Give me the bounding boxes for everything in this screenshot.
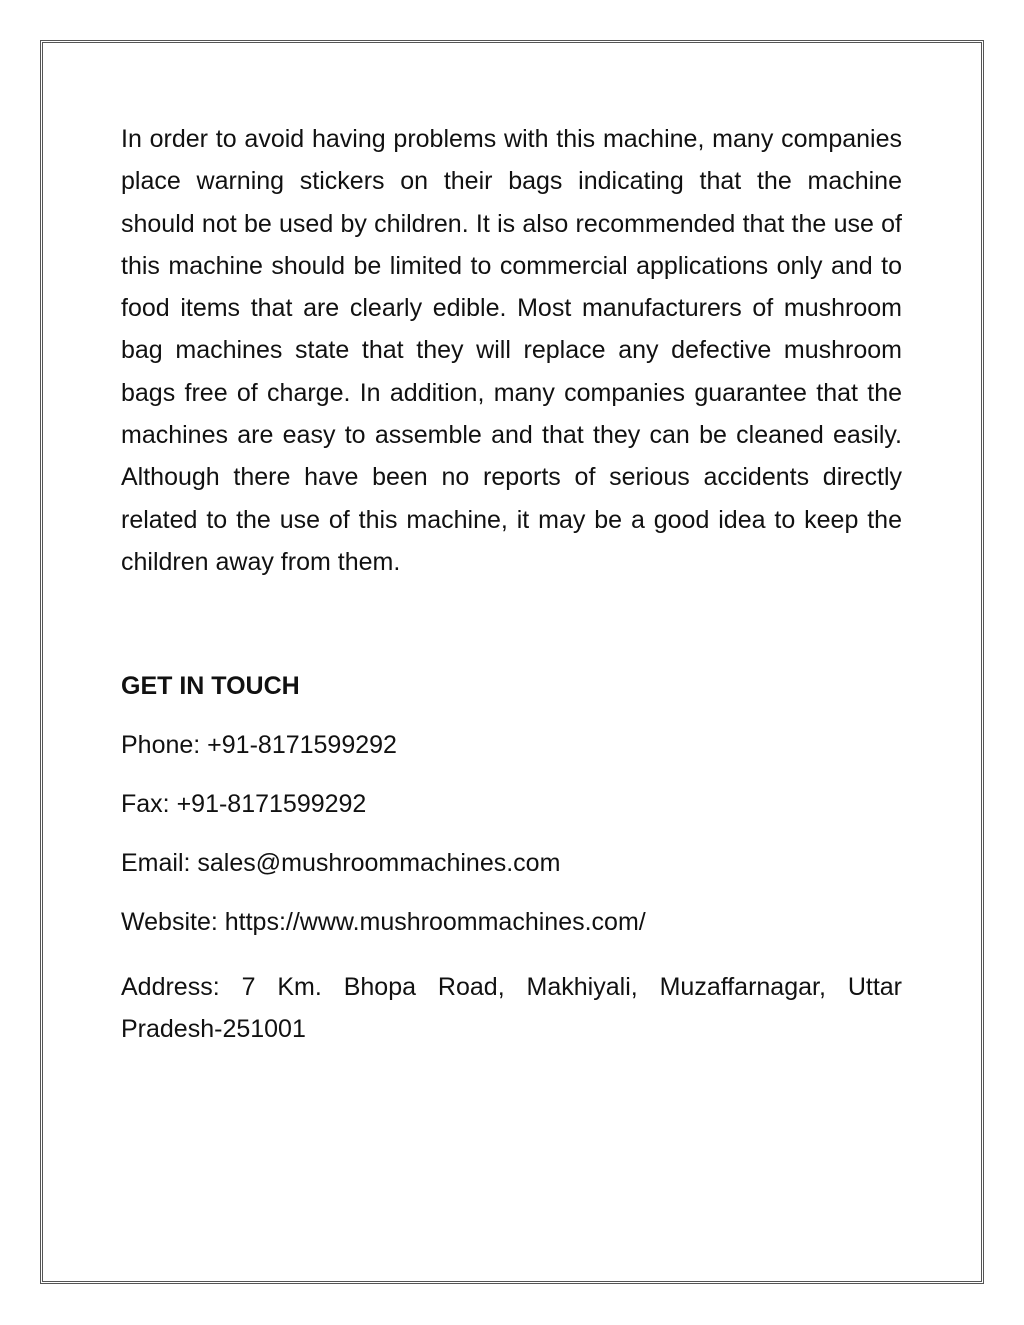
contact-fax: Fax: +91-8171599292 bbox=[121, 790, 367, 819]
contact-website: Website: https://www.mushroommachines.com/ bbox=[121, 908, 646, 937]
contact-address: Address: 7 Km. Bhopa Road, Makhiyali, Muzaffarnagar, Uttar Pradesh-251001 bbox=[121, 973, 902, 1044]
contact-heading: GET IN TOUCH bbox=[121, 672, 300, 701]
body-paragraph: In order to avoid having problems with this machine, many companies place warning stickers on their bags indicating that the machine should not be used by children. It is also recommended that the use of this machine should be limited to commercial applications only and to food items that are clearly edible. Most manufacturers of mushroom bag machines state that they will replace any defective mushroom bags free of charge. In addition, many companies guarantee that the machines are easy to assemble and that they can be cleaned easily. Although there have been no reports of serious accidents directly related to the use of this machine, it may be a good idea to keep the children away from them. bbox=[121, 125, 902, 576]
contact-email: Email: sales@mushroommachines.com bbox=[121, 849, 561, 878]
contact-phone: Phone: +91-8171599292 bbox=[121, 731, 397, 760]
page-content bbox=[121, 118, 902, 1050]
